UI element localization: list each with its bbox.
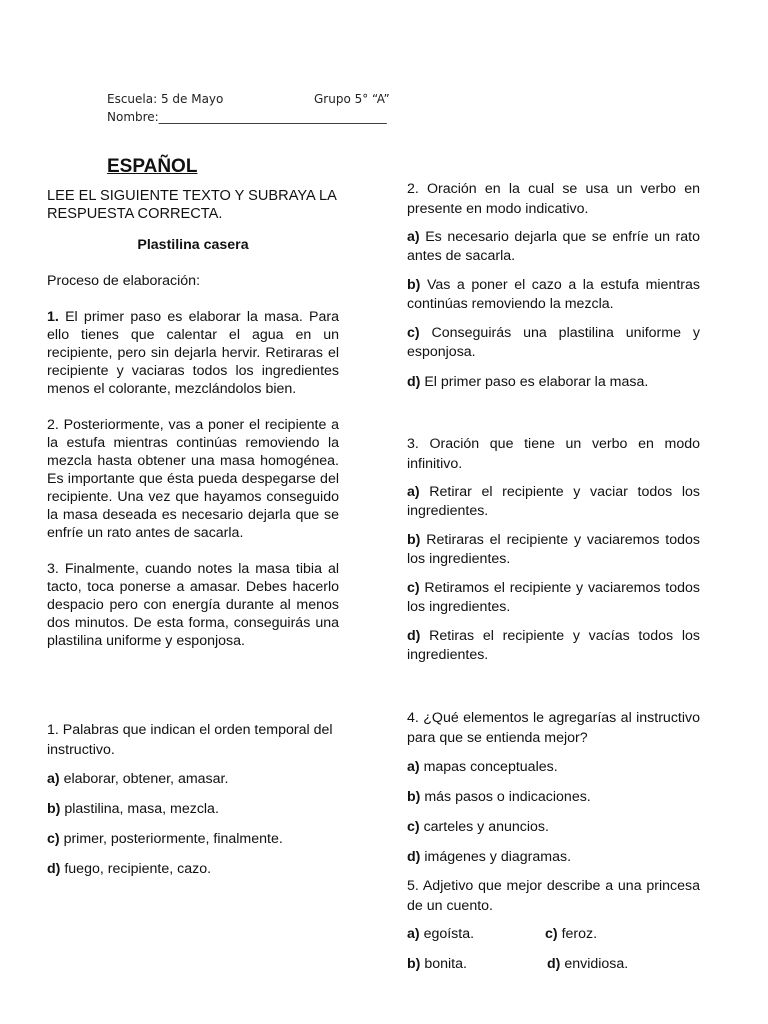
q1-option-d[interactable] <box>47 860 339 878</box>
option-letter: d) <box>407 628 421 644</box>
q5-option-a[interactable] <box>407 925 474 943</box>
question-5-text: 5. Adjetivo que mejor describe a una princesa de un cuento. <box>407 878 700 914</box>
left-column <box>47 187 339 650</box>
option-text: Retirar el recipiente y vaciar todos los ingredientes. <box>407 484 700 519</box>
option-letter: d) <box>407 374 421 390</box>
question-1-text: 1. Palabras que indican el orden temporal del instructivo. <box>47 722 333 758</box>
step-1-text: El primer paso es elaborar la masa. Para ello tienes que calentar el agua en un recipiente, pero sin dejarla hervir. Retiraras el recipiente y vaciaras todos los ingredientes menos el colorante, mezclándolos bien. <box>47 309 339 397</box>
option-letter: a) <box>47 771 60 787</box>
school-label: Escuela: 5 de Mayo <box>107 92 224 106</box>
q3-option-c[interactable] <box>407 579 700 617</box>
question-5 <box>407 876 700 916</box>
q5-option-c[interactable] <box>545 925 597 943</box>
option-letter: c) <box>407 580 420 596</box>
question-3 <box>407 434 700 665</box>
option-text: Es necesario dejarla que se enfríe un rato antes de sacarla. <box>407 229 700 264</box>
option-text: plastilina, masa, mezcla. <box>60 801 219 817</box>
q5-option-d[interactable] <box>547 955 628 973</box>
process-label: Proceso de elaboración: <box>47 273 201 289</box>
question-2 <box>407 179 700 392</box>
q2-option-a[interactable] <box>407 228 700 266</box>
name-field[interactable]: Nombre:______________________________________ <box>107 110 387 124</box>
option-text: mapas conceptuales. <box>419 759 558 775</box>
option-letter: b) <box>407 532 421 548</box>
option-letter: c) <box>407 819 420 835</box>
option-letter: d) <box>47 861 61 877</box>
option-letter: a) <box>407 484 420 500</box>
option-text: Retiras el recipiente y vacías todos los ingredientes. <box>407 628 700 663</box>
option-letter: a) <box>407 926 420 942</box>
option-letter: b) <box>407 956 421 972</box>
option-text: primer, posteriormente, finalmente. <box>59 831 283 847</box>
option-letter: c) <box>545 926 558 942</box>
option-letter: c) <box>407 325 420 341</box>
question-4 <box>407 708 700 866</box>
q4-option-c[interactable] <box>407 818 700 836</box>
option-text: egoísta. <box>419 926 475 942</box>
option-letter: a) <box>407 759 420 775</box>
question-2-text: 2. Oración en la cual se usa un verbo en presente en modo indicativo. <box>407 181 700 217</box>
q2-option-c[interactable] <box>407 324 700 362</box>
option-text: bonita. <box>420 956 467 972</box>
question-3-text: 3. Oración que tiene un verbo en modo infinitivo. <box>407 436 700 472</box>
q4-option-b[interactable] <box>407 788 700 806</box>
text-title: Plastilina casera <box>137 237 249 253</box>
q5-option-b[interactable] <box>407 955 467 973</box>
q4-option-d[interactable] <box>407 848 700 866</box>
group-label: Grupo 5° “A” <box>314 92 390 106</box>
option-text: carteles y anuncios. <box>419 819 549 835</box>
option-letter: a) <box>407 229 420 245</box>
question-1 <box>47 720 339 878</box>
q3-option-b[interactable] <box>407 531 700 569</box>
option-text: feroz. <box>557 926 598 942</box>
option-letter: b) <box>407 277 421 293</box>
option-letter: b) <box>47 801 61 817</box>
option-letter: d) <box>407 849 421 865</box>
option-text: fuego, recipiente, cazo. <box>60 861 212 877</box>
step-1 <box>47 308 339 398</box>
step-2: 2. Posteriormente, vas a poner el recipiente a la estufa mientras continúas removiendo la mezcla hasta obtener una masa homogénea. Es importante que ésta pueda despegarse del recipiente. Una vez que hayamos conseguido la masa deseada es necesario dejarla que se enfríe un rato antes de sacarla. <box>47 417 339 541</box>
q1-option-c[interactable] <box>47 830 339 848</box>
option-letter: b) <box>407 789 421 805</box>
option-text: imágenes y diagramas. <box>420 849 572 865</box>
option-letter: c) <box>47 831 60 847</box>
step-1-number: 1. <box>47 309 59 325</box>
q3-option-d[interactable] <box>407 627 700 665</box>
option-text: Retiramos el recipiente y vaciaremos todos los ingredientes. <box>407 580 700 615</box>
option-text: envidiosa. <box>560 956 629 972</box>
option-letter: d) <box>547 956 561 972</box>
q2-option-b[interactable] <box>407 276 700 314</box>
question-4-text: 4. ¿Qué elementos le agregarías al instructivo para que se entienda mejor? <box>407 710 700 746</box>
q4-option-a[interactable] <box>407 758 700 776</box>
option-text: Retiraras el recipiente y vaciaremos todos los ingredientes. <box>407 532 700 567</box>
option-text: elaborar, obtener, amasar. <box>59 771 229 787</box>
step-3: 3. Finalmente, cuando notes la masa tibia al tacto, toca ponerse a amasar. Debes hacerlo despacio pero con energía durante al menos dos minutos. De esta forma, conseguirás una plastilina uniforme y esponjosa. <box>47 561 339 649</box>
option-text: Conseguirás una plastilina uniforme y esponjosa. <box>407 325 700 360</box>
instruction: LEE EL SIGUIENTE TEXTO Y SUBRAYA LA RESPUESTA CORRECTA. <box>47 188 337 222</box>
subject-title: ESPAÑOL <box>107 156 198 177</box>
q2-option-d[interactable] <box>407 373 700 392</box>
option-text: Vas a poner el cazo a la estufa mientras continúas removiendo la mezcla. <box>407 277 700 312</box>
option-text: El primer paso es elaborar la masa. <box>420 374 649 390</box>
q3-option-a[interactable] <box>407 483 700 521</box>
q1-option-b[interactable] <box>47 800 339 818</box>
option-text: más pasos o indicaciones. <box>420 789 591 805</box>
q1-option-a[interactable] <box>47 770 339 788</box>
